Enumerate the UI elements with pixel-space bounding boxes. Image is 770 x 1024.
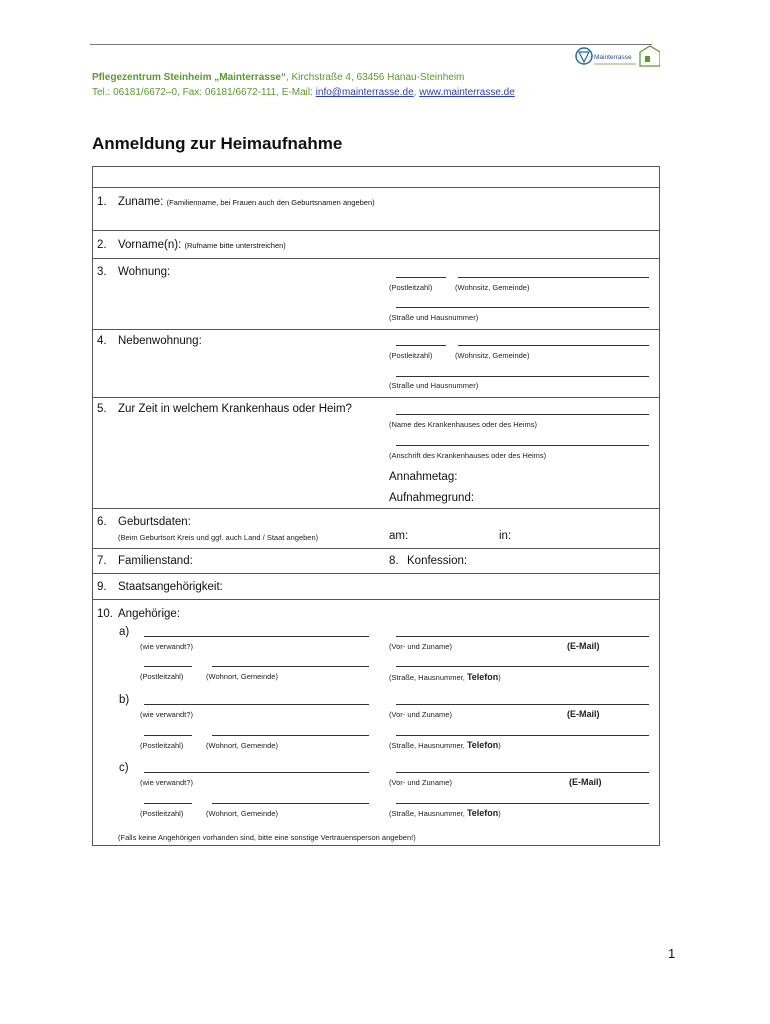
hint-wohnort: (Wohnort, Gemeinde) — [206, 672, 278, 681]
a-verwandt-line[interactable] — [144, 636, 369, 637]
geburt-am-label[interactable]: am: — [389, 530, 409, 542]
org-name: Pflegezentrum Steinheim „Mainterrasse“ — [92, 72, 286, 83]
wohnung-strasse-line[interactable] — [396, 307, 649, 308]
wohnung-plz-line[interactable] — [396, 277, 446, 278]
footnote: (Falls keine Angehörigen vorhanden sind, bitte eine sonstige Vertrauensperson angeben!) — [118, 833, 416, 842]
row-divider — [92, 599, 660, 600]
hint-wie-verwandt: (wie verwandt?) — [140, 642, 193, 651]
hint-strasse: (Straße und Hausnummer) — [389, 313, 479, 322]
row-divider — [92, 508, 660, 509]
b-plz-line[interactable] — [144, 735, 192, 736]
field-staatsangehoerigkeit-label[interactable]: Staatsangehörigkeit: — [118, 581, 223, 593]
hint-wohnort: (Wohnort, Gemeinde) — [206, 809, 278, 818]
field-9-number: 9. — [97, 581, 107, 593]
b-name-line[interactable] — [396, 704, 649, 705]
hint-wie-verwandt: (wie verwandt?) — [140, 778, 193, 787]
field-zuname-hint: (Familienname, bei Frauen auch den Geburtsnamen angeben) — [166, 198, 375, 207]
sub-a-label: a) — [119, 626, 130, 638]
hint-vor-zuname: (Vor- und Zuname) — [389, 642, 452, 651]
org-address: , Kirchstraße 4, 63456 Hanau-Steinheim — [285, 72, 465, 83]
field-zuname-label[interactable]: Zuname: (Familienname, bei Frauen auch den Geburtsnamen angeben) — [118, 196, 375, 208]
row-divider — [92, 258, 660, 259]
field-angehoerige-label: Angehörige: — [118, 608, 181, 620]
hint-strasse-telefon: (Straße, Hausnummer, Telefon) — [389, 808, 501, 818]
hint-postleitzahl: (Postleitzahl) — [140, 741, 184, 750]
contact-sep: , — [413, 87, 420, 98]
geburt-in-label[interactable]: in: — [499, 530, 512, 542]
hint-wie-verwandt: (wie verwandt?) — [140, 710, 193, 719]
hint-postleitzahl: (Postleitzahl) — [389, 283, 433, 292]
header-rule — [90, 44, 652, 45]
field-wohnung-label: Wohnung: — [118, 266, 171, 278]
row-divider — [92, 548, 660, 549]
field-3-number: 3. — [97, 266, 107, 278]
annahmetag-label[interactable]: Annahmetag: — [389, 471, 458, 483]
nebenwohnung-plz-line[interactable] — [396, 345, 446, 346]
c-name-line[interactable] — [396, 772, 649, 773]
a-name-line[interactable] — [396, 636, 649, 637]
field-vorname-label[interactable]: Vorname(n): (Rufname bitte unterstreichen) — [118, 239, 286, 251]
hint-email: (E-Mail) — [569, 777, 602, 787]
field-2-number: 2. — [97, 239, 107, 251]
row-divider — [92, 573, 660, 574]
hint-wohnsitz: (Wohnsitz, Gemeinde) — [455, 283, 530, 292]
b-strasse-line[interactable] — [396, 735, 649, 736]
hint-strasse-telefon: (Straße, Hausnummer, Telefon) — [389, 740, 501, 750]
field-4-number: 4. — [97, 335, 107, 347]
field-familienstand-label[interactable]: Familienstand: — [118, 555, 193, 567]
hint-strasse: (Straße und Hausnummer) — [389, 381, 479, 390]
hint-email: (E-Mail) — [567, 641, 600, 651]
field-10-number: 10. — [97, 608, 113, 620]
hint-postleitzahl: (Postleitzahl) — [389, 351, 433, 360]
b-verwandt-line[interactable] — [144, 704, 369, 705]
page-title: Anmeldung zur Heimaufnahme — [92, 134, 343, 153]
page-number: 1 — [668, 946, 676, 961]
hint-vor-zuname: (Vor- und Zuname) — [389, 778, 452, 787]
field-7-number: 7. — [97, 555, 107, 567]
mainterrasse-logo-icon — [574, 42, 660, 70]
a-wohnort-line[interactable] — [212, 666, 369, 667]
field-krankenhaus-label: Zur Zeit in welchem Krankenhaus oder Heim? — [118, 403, 352, 415]
sub-c-label: c) — [119, 762, 129, 774]
field-vorname-hint: (Rufname bitte unterstreichen) — [184, 241, 286, 250]
header-address — [92, 72, 464, 83]
c-strasse-line[interactable] — [396, 803, 649, 804]
hint-email: (E-Mail) — [567, 709, 600, 719]
hint-geburtsdaten: (Beim Geburtsort Kreis und ggf. auch Land / Staat angeben) — [118, 533, 319, 542]
nebenwohnung-strasse-line[interactable] — [396, 376, 649, 377]
email-link[interactable]: info@mainterrasse.de — [315, 87, 414, 98]
a-plz-line[interactable] — [144, 666, 192, 667]
hint-vor-zuname: (Vor- und Zuname) — [389, 710, 452, 719]
field-geburtsdaten-label: Geburtsdaten: — [118, 516, 191, 528]
logo-text: Mainterrasse — [594, 54, 632, 61]
row-divider — [92, 187, 660, 188]
field-konfession-label[interactable]: Konfession: — [407, 555, 468, 567]
field-nebenwohnung-label: Nebenwohnung: — [118, 335, 202, 347]
nebenwohnung-ort-line[interactable] — [458, 345, 649, 346]
row-divider — [92, 230, 660, 231]
hint-postleitzahl: (Postleitzahl) — [140, 809, 184, 818]
b-wohnort-line[interactable] — [212, 735, 369, 736]
field-6-number: 6. — [97, 516, 107, 528]
website-link[interactable]: www.mainterrasse.de — [419, 87, 515, 98]
row-divider — [92, 329, 660, 330]
header-contact — [92, 87, 515, 98]
field-5-number: 5. — [97, 403, 107, 415]
c-wohnort-line[interactable] — [212, 803, 369, 804]
c-plz-line[interactable] — [144, 803, 192, 804]
hint-wohnort: (Wohnort, Gemeinde) — [206, 741, 278, 750]
hint-strasse-telefon: (Straße, Hausnummer, Telefon) — [389, 672, 501, 682]
aufnahmegrund-label[interactable]: Aufnahmegrund: — [389, 492, 475, 504]
krankenhaus-name-line[interactable] — [396, 414, 649, 415]
field-8-number: 8. — [389, 555, 399, 567]
c-verwandt-line[interactable] — [144, 772, 369, 773]
wohnung-ort-line[interactable] — [458, 277, 649, 278]
sub-b-label: b) — [119, 694, 130, 706]
krankenhaus-anschrift-line[interactable] — [396, 445, 649, 446]
a-strasse-line[interactable] — [396, 666, 649, 667]
hint-wohnsitz: (Wohnsitz, Gemeinde) — [455, 351, 530, 360]
hint-krankenhaus-name: (Name des Krankenhauses oder des Heims) — [389, 420, 537, 429]
hint-krankenhaus-anschrift: (Anschrift des Krankenhauses oder des Heims) — [389, 451, 547, 460]
row-divider — [92, 397, 660, 398]
field-1-number: 1. — [97, 196, 107, 208]
hint-postleitzahl: (Postleitzahl) — [140, 672, 184, 681]
contact-prefix: Tel.: 06181/6672–0, Fax: 06181/6672-111, E-Mail: — [92, 87, 316, 98]
